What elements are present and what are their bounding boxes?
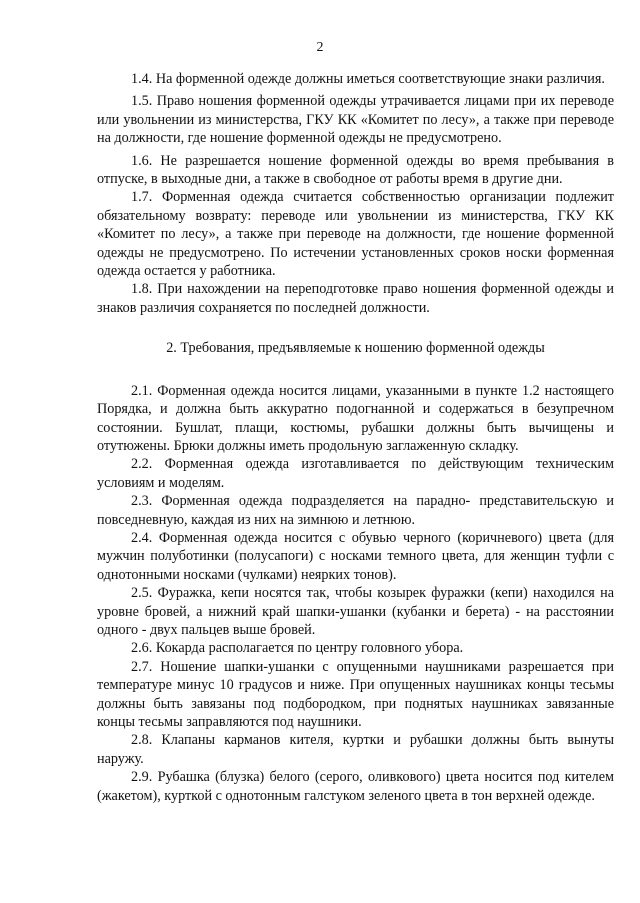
- paragraph-1-7: 1.7. Форменная одежда считается собственностью организации подлежит обязательному возврату: переводе или увольнении из министерства, ГКУ КК «Комитет по лесу», а также при переводе на должности, где ношение форменной одежды не предусмотрено. По истечении установленных сроков носки форменная одежда остается у работника.: [97, 189, 614, 280]
- paragraph-1-8: 1.8. При нахождении на переподготовке право ношения форменной одежды и знаков различия сохраняется по последней должности.: [97, 281, 614, 316]
- paragraph-2-2: 2.2. Форменная одежда изготавливается по действующим техническим условиям и моделям.: [97, 456, 614, 491]
- paragraph-2-3: 2.3. Форменная одежда подразделяется на парадно- представительскую и повседневную, каждая из них на зимнюю и летнюю.: [97, 493, 614, 528]
- paragraph-2-9: 2.9. Рубашка (блузка) белого (серого, оливкового) цвета носится под кителем (жакетом), курткой с однотонным галстуком зеленого цвета в тон верхней одежде.: [97, 769, 614, 804]
- paragraph-2-8: 2.8. Клапаны карманов кителя, куртки и рубашки должны быть вынуты наружу.: [97, 732, 614, 767]
- paragraph-2-5: 2.5. Фуражка, кепи носятся так, чтобы козырек фуражки (кепи) находился на уровне бровей, а нижний край шапки-ушанки (кубанки и берета) - на расстоянии одного - двух пальцев выше бровей.: [97, 585, 614, 638]
- section-2-heading: 2. Требования, предъявляемые к ношению форменной одежды: [166, 340, 545, 357]
- paragraph-2-6: 2.6. Кокарда располагается по центру головного убора.: [131, 640, 464, 657]
- paragraph-2-1: 2.1. Форменная одежда носится лицами, указанными в пункте 1.2 настоящего Порядка, и должна быть аккуратно подогнанной и содержаться в безупречном состоянии. Бушлат, плащи, костюмы, рубашки должны быть вычищены и отутюжены. Брюки должны иметь продольную заглаженную складку.: [97, 382, 614, 454]
- document-body: [97, 70, 614, 805]
- paragraph-1-6: 1.6. Не разрешается ношение форменной одежды во время пребывания в отпуске, в выходные дни, а также в свободное от работы время в другие дни.: [97, 152, 614, 188]
- paragraph-1-5: 1.5. Право ношения форменной одежды утрачивается лицами при их переводе или увольнении из министерства, ГКУ КК «Комитет по лесу», а также при переводе на должности, где ношение форменной одежды не предусмотрено.: [97, 93, 614, 147]
- paragraph-2-4: 2.4. Форменная одежда носится с обувью черного (коричневого) цвета (для мужчин полуботинки (полусапоги) с носками темного цвета, для женщин туфли с однотонными носками (чулками) неярких тонов).: [97, 529, 614, 583]
- paragraph-2-7: 2.7. Ношение шапки-ушанки с опущенными наушниками разрешается при температуре минус 10 градусов и ниже. При опущенных наушниках концы тесьмы должны быть завязаны под подбородком, при поднятых наушниках завязанные концы тесьмы заправляются под наушники.: [97, 658, 614, 730]
- paragraph-1-4: 1.4. На форменной одежде должны иметься соответствующие знаки различия.: [131, 71, 605, 87]
- page-number: 2: [316, 40, 324, 55]
